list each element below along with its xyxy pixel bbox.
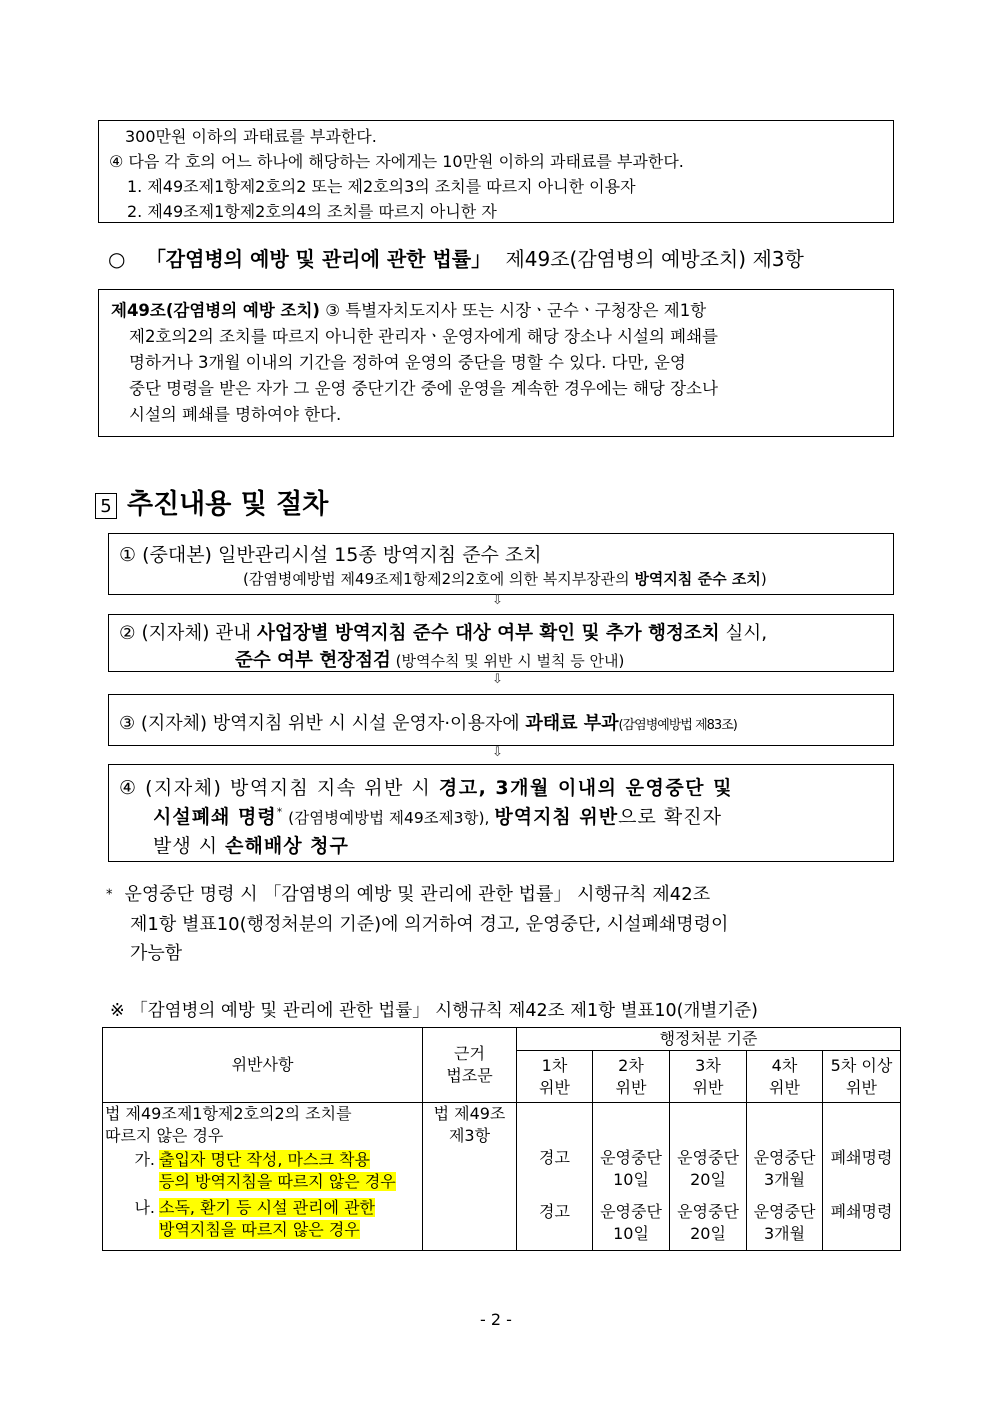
law-article-box <box>98 289 894 437</box>
step-4-d: (감염병예방법 제49조제3항), <box>283 809 495 827</box>
step-4-c: 시설폐쇄 명령 <box>153 806 277 828</box>
header-basis <box>423 1028 517 1103</box>
step-1-sub-text: (감염병예방법 제49조제1항제2의2호에 의한 복지부장관의 <box>243 570 635 588</box>
header-5th <box>823 1051 901 1103</box>
law-article-title: 제49조(감염병의 예방 조치) <box>111 301 320 320</box>
violation-item-a <box>103 1149 422 1193</box>
step-3-line <box>119 709 737 735</box>
section-number: 5 <box>95 493 117 519</box>
step-2-e: (방역수칙 및 위반 시 벌칙 등 안내) <box>390 652 625 670</box>
down-arrow-icon: ⇩ <box>492 593 503 608</box>
top-line-3: 1. 제49조제1항제2호의2 또는 제2호의3의 조치를 따르지 아니한 이용자 <box>127 177 636 196</box>
step-4-a: ④ (지자체) 방역지침 지속 위반 시 <box>119 777 439 799</box>
step-2-line-1 <box>119 619 767 645</box>
item-b-label: 나. <box>134 1198 155 1217</box>
down-arrow-icon: ⇩ <box>492 672 503 687</box>
penalty-3rd-b1: 운영중단 <box>677 1202 739 1221</box>
basis-cell <box>423 1103 517 1251</box>
step-4-f: 으로 확진자 <box>618 806 722 828</box>
penalty-4th-b2: 3개월 <box>763 1224 806 1243</box>
header-1st <box>517 1051 593 1103</box>
penalty-5th <box>823 1103 901 1251</box>
step-2-line-2 <box>235 646 624 672</box>
section-title: 추진내용 및 절차 <box>127 489 329 520</box>
violation-main-2: 따르지 않은 경우 <box>105 1126 224 1145</box>
item-a-text-2: 등의 방역지침을 따르지 않은 경우 <box>159 1172 396 1191</box>
item-b-text-2: 방역지침을 따르지 않은 경우 <box>159 1220 360 1239</box>
administrative-penalty-table <box>102 1027 901 1251</box>
header-basis-1: 근거 <box>454 1044 485 1063</box>
law-line-3: 명하거나 3개월 이내의 기간을 정하여 운영의 중단을 명할 수 있다. 다만, 운영 <box>129 353 686 372</box>
step-4-e: 방역지침 위반 <box>494 806 619 828</box>
penalty-2nd-a2: 10일 <box>613 1170 649 1189</box>
penalty-5th-b: 폐쇄명령 <box>830 1202 893 1221</box>
footnote-line-3: 가능함 <box>130 943 183 964</box>
law-line-5: 시설의 폐쇄를 명하여야 한다. <box>129 405 342 424</box>
top-law-excerpt-box <box>98 120 894 223</box>
header-4th-num: 4차 <box>771 1055 798 1075</box>
violation-cell <box>103 1103 423 1251</box>
penalty-3rd-a2: 20일 <box>690 1170 726 1189</box>
header-2nd <box>593 1051 670 1103</box>
law-line-1-rest: ③ 특별자치도지사 또는 시장ㆍ군수ㆍ구청장은 제1항 <box>325 301 707 320</box>
step-2-box <box>108 614 894 672</box>
step-2-a: ② (지자체) 관내 <box>119 623 258 644</box>
law-article: 제49조(감염병의 예방조치) 제3항 <box>505 247 804 271</box>
step-2-b: 사업장별 방역지침 준수 대상 여부 확인 및 추가 행정조치 <box>257 623 720 644</box>
item-b-text-1: 소독, 환기 등 시설 관리에 관한 <box>159 1198 375 1217</box>
header-1st-word: 위반 <box>539 1077 570 1097</box>
down-arrow-icon: ⇩ <box>492 745 503 760</box>
penalty-3rd <box>670 1103 747 1251</box>
step-1-main: ① (중대본) 일반관리시설 15종 방역지침 준수 조치 <box>119 544 542 566</box>
top-line-4: 2. 제49조제1항제2호의4의 조치를 따르지 아니한 자 <box>127 202 497 221</box>
section-heading <box>95 482 328 521</box>
footnote-line-2: 제1항 별표10(행정처분의 기준)에 의거하여 경고, 운영중단, 시설폐쇄명령이 <box>130 914 729 935</box>
header-criteria: 행정처분 기준 <box>517 1028 901 1051</box>
header-3rd <box>670 1051 747 1103</box>
step-3-b: 과태료 부과 <box>525 713 619 734</box>
penalty-2nd-b1: 운영중단 <box>600 1202 662 1221</box>
table-row <box>103 1103 901 1251</box>
item-a-text <box>159 1149 396 1193</box>
footnote-text-1: 운영중단 명령 시 「감염병의 예방 및 관리에 관한 법률」 시행규칙 제42조 <box>124 884 711 905</box>
top-line-1: 300만원 이하의 과태료를 부과한다. <box>125 127 377 146</box>
header-basis-2: 법조문 <box>446 1066 493 1085</box>
penalty-3rd-a1: 운영중단 <box>677 1148 739 1167</box>
footnote-star: * <box>106 887 113 903</box>
penalty-2nd-a1: 운영중단 <box>600 1148 662 1167</box>
step-3-box <box>108 694 894 746</box>
header-5th-word: 위반 <box>846 1077 877 1097</box>
penalty-2nd-b2: 10일 <box>613 1224 649 1243</box>
basis-2: 제3항 <box>448 1126 491 1145</box>
penalty-5th-a: 폐쇄명령 <box>830 1148 893 1167</box>
footnote-line-1 <box>106 880 710 906</box>
header-2nd-word: 위반 <box>615 1077 647 1097</box>
penalty-4th-a1: 운영중단 <box>753 1148 816 1167</box>
step-4-line-2 <box>153 802 722 829</box>
penalty-1st-b: 경고 <box>539 1202 570 1221</box>
circle-bullet-icon: ○ <box>108 247 126 271</box>
violation-item-b <box>103 1197 422 1241</box>
item-a-text-1: 출입자 명단 작성, 마스크 착용 <box>159 1150 370 1169</box>
law-line-2: 제2호의2의 조치를 따르지 아니한 관리자ㆍ운영자에게 해당 장소나 시설의 폐쇄를 <box>129 327 718 346</box>
law-heading <box>108 243 804 272</box>
step-4-box <box>108 764 894 862</box>
header-violation: 위반사항 <box>103 1028 423 1103</box>
step-3-a: ③ (지자체) 방역지침 위반 시 시설 운영자·이용자에 <box>119 713 526 734</box>
law-line-4: 중단 명령을 받은 자가 그 운영 중단기간 중에 운영을 계속한 경우에는 해당 장소나 <box>129 379 718 398</box>
penalty-1st <box>517 1103 593 1251</box>
header-5th-num: 5차 이상 <box>830 1055 893 1075</box>
penalty-4th <box>747 1103 823 1251</box>
table-caption: ※ 「감염병의 예방 및 관리에 관한 법률」 시행규칙 제42조 제1항 별표10(개별기준) <box>110 1001 758 1021</box>
step-1-sub-bold: 방역지침 준수 조치 <box>634 570 761 588</box>
violation-main-1: 법 제49조제1항제2호의2의 조치를 <box>105 1104 352 1123</box>
penalty-3rd-b2: 20일 <box>690 1224 726 1243</box>
penalty-2nd <box>593 1103 670 1251</box>
top-line-2: ④ 다음 각 호의 어느 하나에 해당하는 자에게는 10만원 이하의 과태료를 부과한다. <box>109 152 684 171</box>
step-2-d: 준수 여부 현장점검 <box>235 650 391 671</box>
item-a-label: 가. <box>134 1150 155 1169</box>
step-4-g: 발생 시 <box>153 835 226 857</box>
step-4-star: * <box>276 805 284 819</box>
step-3-c: (감염병예방법 제83조) <box>618 718 737 733</box>
step-4-h: 손해배상 청구 <box>225 835 349 857</box>
item-b-text <box>159 1197 375 1241</box>
step-4-line-3 <box>153 831 349 858</box>
step-4-line-1 <box>119 773 733 800</box>
penalty-4th-b1: 운영중단 <box>753 1202 816 1221</box>
penalty-1st-a: 경고 <box>539 1148 570 1167</box>
page-number: - 2 - <box>480 1310 512 1329</box>
step-2-c: 실시, <box>719 623 768 644</box>
step-1-sub <box>243 568 767 589</box>
law-name: 「감염병의 예방 및 관리에 관한 법률」 <box>145 247 492 271</box>
header-3rd-num: 3차 <box>695 1055 721 1075</box>
step-4-b: 경고, 3개월 이내의 운영중단 및 <box>438 777 734 799</box>
header-4th <box>747 1051 823 1103</box>
step-1-sub-end: ) <box>760 570 767 588</box>
header-4th-word: 위반 <box>769 1077 800 1097</box>
header-1st-num: 1차 <box>541 1055 568 1075</box>
header-2nd-num: 2차 <box>618 1055 644 1075</box>
law-line-1 <box>111 298 706 323</box>
basis-1: 법 제49조 <box>433 1104 506 1123</box>
header-3rd-word: 위반 <box>692 1077 724 1097</box>
step-1-box <box>108 533 894 595</box>
penalty-4th-a2: 3개월 <box>763 1170 806 1189</box>
